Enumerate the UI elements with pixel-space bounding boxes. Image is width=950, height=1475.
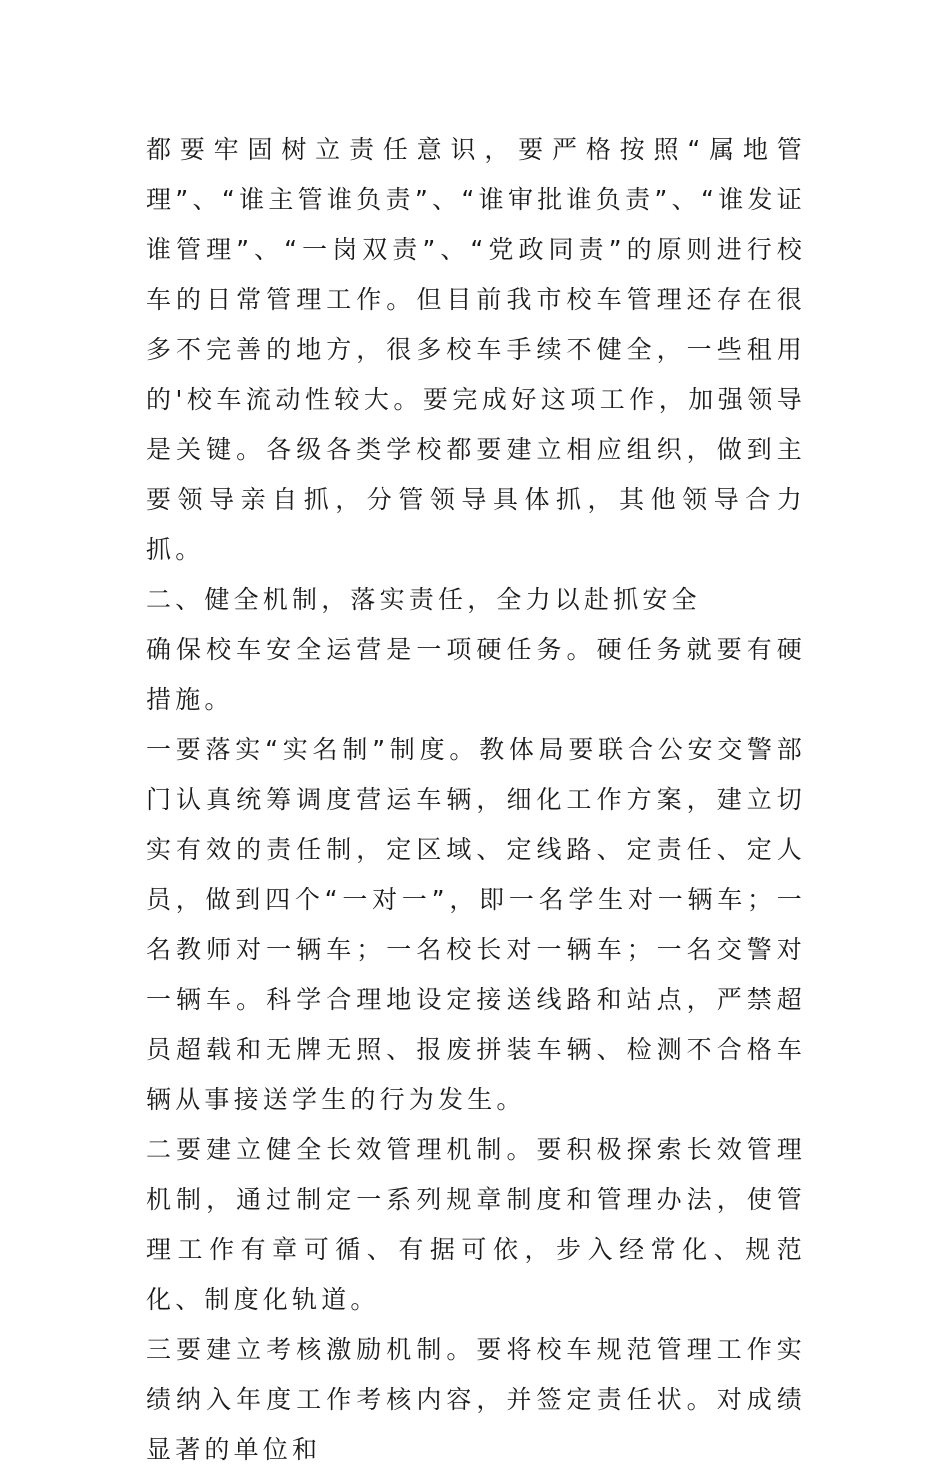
section-heading-2: 二、健全机制，落实责任，全力以赴抓安全	[146, 585, 701, 614]
paragraph-leadership: 都要牢固树立责任意识，要严格按照“属地管理”、“谁主管谁负责”、“谁审批谁负责”、“谁发证谁管理”、“一岗双责”、“党政同责”的原则进行校车的日常管理工作。但目前我市校车管理还存在很多不完善的地方，很多校车手续不健全，一些租用的'校车流动性较大。要完成好这项工作，加强领导是关键。各级各类学校都要建立相应组织，做到主要领导亲自抓，分管领导具体抓，其他领导合力抓。	[146, 135, 806, 564]
paragraph-long-term-mechanism: 二要建立健全长效管理机制。要积极探索长效管理机制，通过制定一系列规章制度和管理办法，使管理工作有章可循、有据可依，步入经常化、规范化、制度化轨道。	[146, 1135, 806, 1314]
document-body	[146, 125, 806, 1475]
paragraph-real-name-system: 一要落实“实名制”制度。教体局要联合公安交警部门认真统筹调度营运车辆，细化工作方案，建立切实有效的责任制，定区域、定线路、定责任、定人员，做到四个“一对一”，即一名学生对一辆车；一名教师对一辆车；一名校长对一辆车；一名交警对一辆车。科学合理地设定接送线路和站点，严禁超员超载和无牌无照、报废拼装车辆、检测不合格车辆从事接送学生的行为发生。	[146, 735, 806, 1114]
paragraph-intro: 确保校车安全运营是一项硬任务。硬任务就要有硬措施。	[146, 635, 806, 714]
paragraph-assessment-incentive: 三要建立考核激励机制。要将校车规范管理工作实绩纳入年度工作考核内容，并签定责任状。对成绩显著的单位和	[146, 1335, 806, 1464]
